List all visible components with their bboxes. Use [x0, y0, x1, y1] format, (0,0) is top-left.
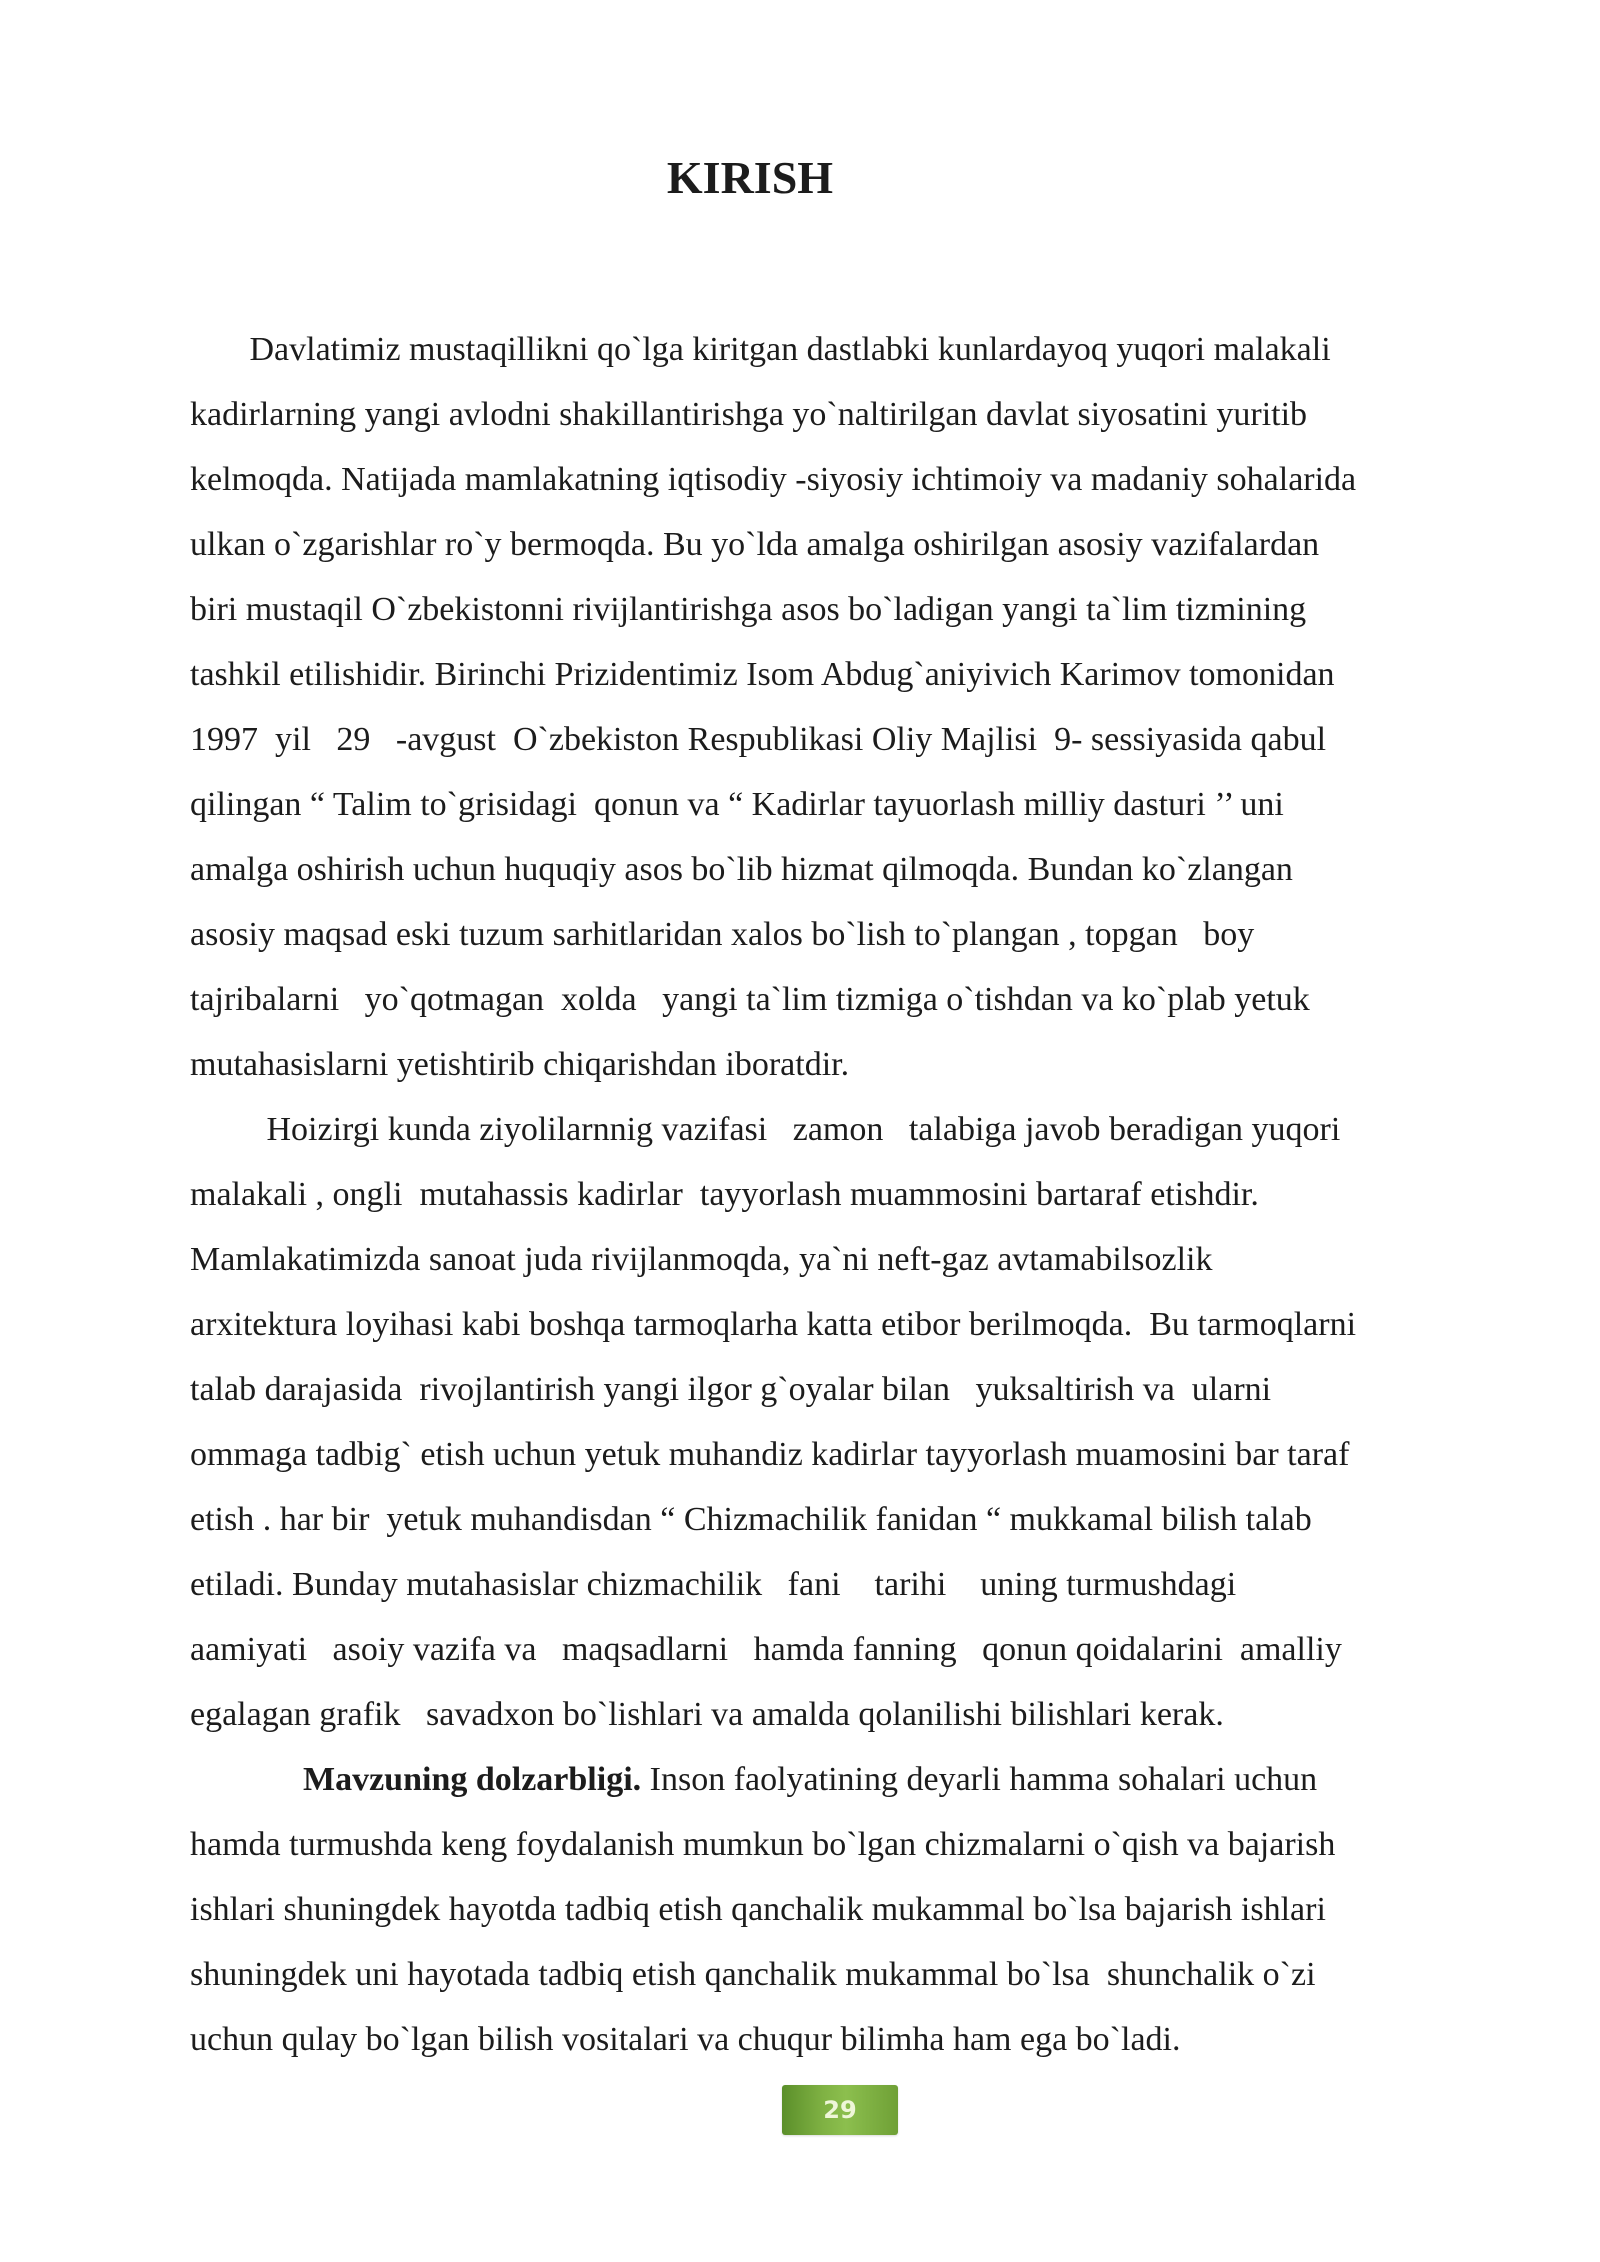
text-line: biri mustaqil O`zbekistonni rivijlantirishga asos bo`ladigan yangi ta`lim tizmining — [190, 591, 1307, 628]
text-line: etish . har bir yetuk muhandisdan “ Chizmachilik fanidan “ mukkamal bilish talab — [190, 1501, 1312, 1538]
text-line: egalagan grafik savadxon bo`lishlari va amalda qolanilishi bilishlari kerak. — [190, 1696, 1224, 1733]
text-line: 1997 yil 29 -avgust O`zbekiston Respublikasi Oliy Majlisi 9- sessiyasida qabul — [190, 721, 1327, 758]
text-line: Mamlakatimizda sanoat juda rivijlanmoqda, ya`ni neft-gaz avtamabilsozlik — [190, 1241, 1213, 1278]
text-line: uchun qulay bo`lgan bilish vositalari va chuqur bilimha ham ega bo`ladi. — [190, 2021, 1181, 2058]
relevance-heading: Mavzuning dolzarbligi. — [303, 1761, 642, 1798]
text-line: ishlari shuningdek hayotda tadbiq etish qanchalik mukammal bo`lsa bajarish ishlari — [190, 1891, 1326, 1928]
page-title: KIRISH — [666, 152, 834, 203]
text-line: aamiyati asoiy vazifa va maqsadlarni hamda fanning qonun qoidalarini amalliy — [190, 1631, 1342, 1668]
text-line: hamda turmushda keng foydalanish mumkun bo`lgan chizmalarni o`qish va bajarish — [190, 1826, 1336, 1863]
text-line: etiladi. Bunday mutahasislar chizmachilik fani tarihi uning turmushdagi — [190, 1566, 1237, 1603]
text-line: talab darajasida rivojlantirish yangi ilgor g`oyalar bilan yuksaltirish va ularni — [190, 1371, 1272, 1408]
text-line: tashkil etilishidir. Birinchi Prizidentimiz Isom Abdug`aniyivich Karimov tomonidan — [190, 656, 1335, 693]
page-number-badge: 29 — [782, 2085, 898, 2135]
text-line: tajribalarni yo`qotmagan xolda yangi ta`lim tizmiga o`tishdan va ko`plab yetuk — [190, 981, 1310, 1018]
text-line: qilingan “ Talim to`grisidagi qonun va “ Kadirlar tayuorlash milliy dasturi ’’ uni — [190, 786, 1284, 823]
relevance-first-line-text: Inson faolyatining deyarli hamma sohalari uchun — [641, 1761, 1318, 1798]
text-line: arxitektura loyihasi kabi boshqa tarmoqlarha katta etibor berilmoqda. Bu tarmoqlarni — [190, 1306, 1357, 1343]
text-line: shuningdek uni hayotada tadbiq etish qanchalik mukammal bo`lsa shunchalik o`zi — [190, 1956, 1316, 1993]
text-line: asosiy maqsad eski tuzum sarhitlaridan xalos bo`lish to`plangan , topgan boy — [190, 916, 1255, 953]
text-line: mutahasislarni yetishtirib chiqarishdan iboratdir. — [190, 1046, 850, 1083]
text-line: kadirlarning yangi avlodni shakillantirishga yo`naltirilgan davlat siyosatini yuritib — [190, 396, 1308, 433]
text-line: amalga oshirish uchun huquqiy asos bo`lib hizmat qilmoqda. Bundan ko`zlangan — [190, 851, 1293, 888]
text-line: Davlatimiz mustaqillikni qo`lga kiritgan dastlabki kunlardayoq yuqori malakali — [190, 331, 1331, 368]
text-line: Hoizirgi kunda ziyolilarnnig vazifasi zamon talabiga javob beradigan yuqori — [190, 1111, 1341, 1148]
text-line: ulkan o`zgarishlar ro`y bermoqda. Bu yo`lda amalga oshirilgan asosiy vazifalardan — [190, 526, 1320, 563]
relevance-first-line — [303, 1760, 1317, 1800]
text-line: ommaga tadbig` etish uchun yetuk muhandiz kadirlar tayyorlash muamosini bar taraf — [190, 1436, 1350, 1473]
text-line: kelmoqda. Natijada mamlakatning iqtisodiy -siyosiy ichtimoiy va madaniy sohalarida — [190, 461, 1357, 498]
text-line: malakali , ongli mutahassis kadirlar tayyorlash muammosini bartaraf etishdir. — [190, 1176, 1259, 1213]
